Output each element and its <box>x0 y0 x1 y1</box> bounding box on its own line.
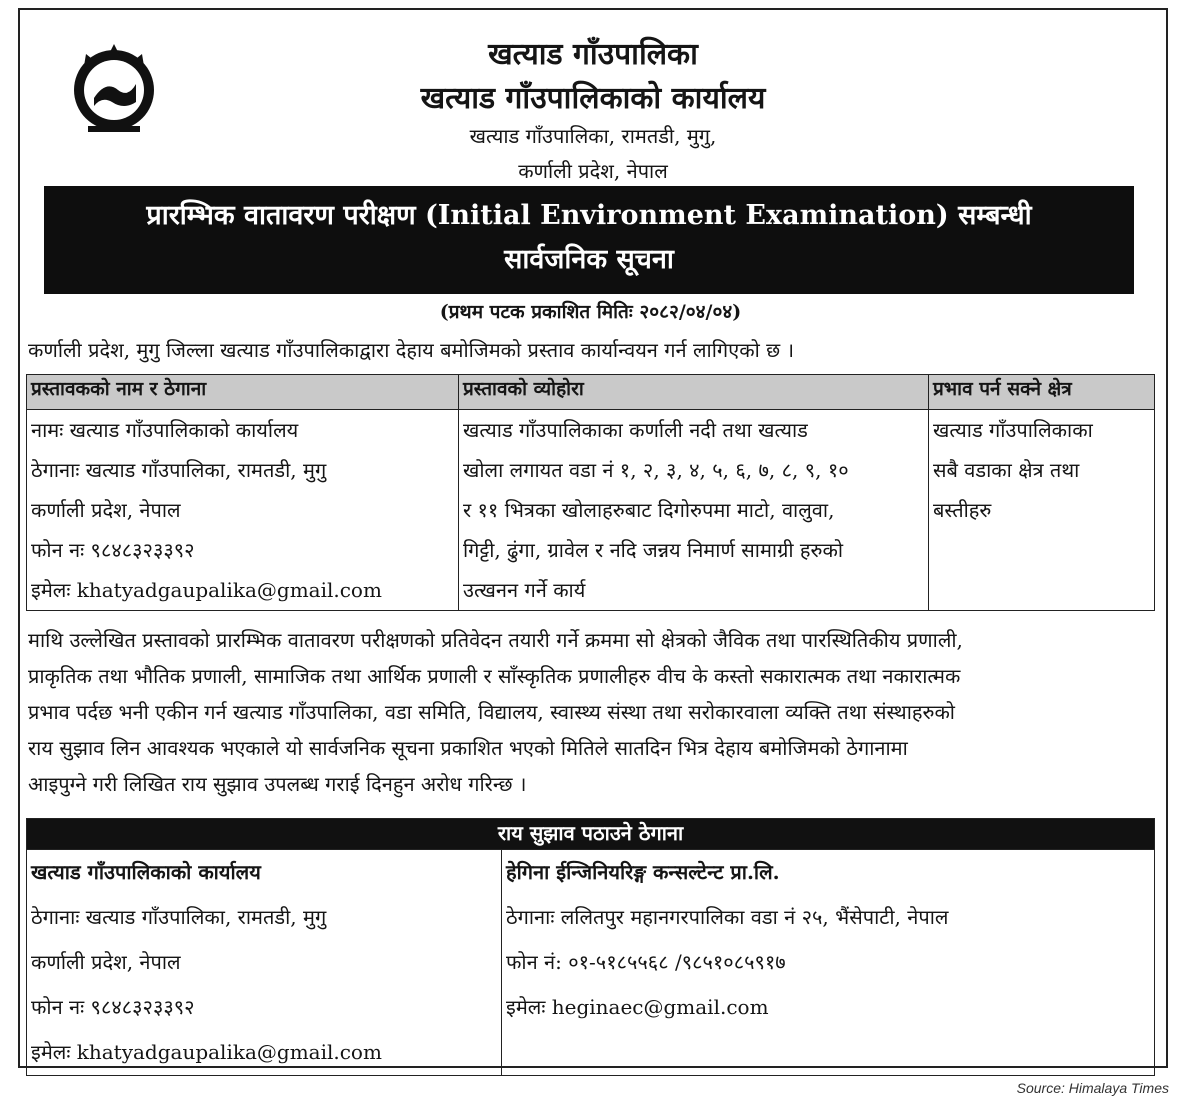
proposer-cell <box>27 410 459 611</box>
table-row <box>27 850 1155 1076</box>
paragraph-line: माथि उल्लेखित प्रस्तावको प्रारम्भिक वातावरण परीक्षणको प्रतिवेदन तयारी गर्ने क्रममा सो क्षेत्रको जैविक तथा पारस्थितिकीय प्रणाली, <box>28 628 963 652</box>
notice-banner <box>44 186 1134 294</box>
contact-right-phone: फोन नं: ०१-५१८५५६८ /९८५१०८५९१७ <box>506 950 786 974</box>
banner-title-line2: सार्वजनिक सूचना <box>504 244 674 275</box>
contact-header-row <box>27 819 1155 850</box>
area-line: बस्तीहरु <box>933 498 992 522</box>
contact-left-address: ठेगानाः खत्याड गाँउपालिका, रामतडी, मुगु <box>31 905 327 929</box>
description-line: उत्खनन गर्ने कार्य <box>463 578 586 602</box>
col-area-header: प्रभाव पर्न सक्ने क्षेत्र <box>929 375 1155 410</box>
contact-right-address: ठेगानाः ललितपुर महानगरपालिका वडा नं २५, भैंसेपाटी, नेपाल <box>506 905 949 929</box>
proposer-phone: फोन नः ९८४८३२३३९२ <box>31 538 195 562</box>
paragraph-line: राय सुझाव लिन आवश्यक भएकाले यो सार्वजनिक सूचना प्रकाशित भएको मितिले सातदिन भित्र देहाय बमोजिमको ठेगानामा <box>28 736 908 760</box>
proposer-address: ठेगानाः खत्याड गाँउपालिका, रामतडी, मुगु <box>31 458 327 482</box>
description-cell <box>459 410 929 611</box>
area-line: खत्याड गाँउपालिकाका <box>933 418 1093 442</box>
contact-left-name: खत्याड गाँउपालिकाको कार्यालय <box>31 860 261 884</box>
contact-left-province: कर्णाली प्रदेश, नेपाल <box>31 950 181 974</box>
col-proposer-header: प्रस्तावकको नाम र ठेगाना <box>27 375 459 410</box>
intro-text: कर्णाली प्रदेश, मुगु जिल्ला खत्याड गाँउपालिकाद्वारा देहाय बमोजिमको प्रस्ताव कार्यान्वयन गर्न लागिएको छ । <box>28 338 795 362</box>
proposal-table <box>26 374 1155 611</box>
contact-left-phone: फोन नः ९८४८३२३३९२ <box>31 995 195 1019</box>
contact-left-email: इमेलः khatyadgaupalika@gmail.com <box>31 1040 382 1064</box>
publish-date: (प्रथम पटक प्रकाशित मितिः २०८२/०४/०४) <box>439 301 742 323</box>
description-line: खत्याड गाँउपालिकाका कर्णाली नदी तथा खत्याड <box>463 418 808 442</box>
proposer-name: नामः खत्याड गाँउपालिकाको कार्यालय <box>31 418 299 442</box>
contact-right-name: हेगिना ईन्जिनियरिङ्ग कन्सल्टेन्ट प्रा.लि. <box>506 860 780 884</box>
area-line: सबै वडाका क्षेत्र तथा <box>933 458 1080 482</box>
proposer-email: इमेलः khatyadgaupalika@gmail.com <box>31 578 382 602</box>
contact-heading: राय सुझाव पठाउने ठेगाना <box>27 819 1155 850</box>
paragraph-line: प्राकृतिक तथा भौतिक प्रणाली, सामाजिक तथा आर्थिक प्रणाली र साँस्कृतिक प्रणालीहरु वीच के कस्तो सकारात्मक तथा नकारात्मक <box>28 664 961 688</box>
table-row <box>27 410 1155 611</box>
contact-left-cell <box>27 850 502 1076</box>
office-name: खत्याड गाँउपालिका <box>488 37 698 72</box>
office-address: खत्याड गाँउपालिका, रामतडी, मुगु, <box>469 124 717 148</box>
description-line: र ११ भित्रका खोलाहरुबाट दिगोरुपमा माटो, वालुवा, <box>463 498 835 522</box>
description-line: खोला लगायत वडा नं १, २, ३, ४, ५, ६, ७, ८, ९, १० <box>463 458 849 482</box>
office-title: खत्याड गाँउपालिकाको कार्यालय <box>420 81 766 116</box>
contact-table <box>26 818 1155 1076</box>
affected-area-cell <box>929 410 1155 611</box>
office-province: कर्णाली प्रदेश, नेपाल <box>518 159 668 183</box>
contact-right-cell <box>502 850 1155 1076</box>
table-header-row <box>27 375 1155 410</box>
source-credit: Source: Himalaya Times <box>1016 1080 1169 1096</box>
banner-title-line1: प्रारम्भिक वातावरण परीक्षण (Initial Environment Examination) सम्बन्धी <box>146 200 1032 231</box>
paragraph-line: आइपुग्ने गरी लिखित राय सुझाव उपलब्ध गराई दिनहुन अरोध गरिन्छ । <box>28 772 527 796</box>
col-description-header: प्रस्तावको व्योहोरा <box>459 375 929 410</box>
description-line: गिट्टी, ढुंगा, ग्रावेल र नदि जन्नय निमार्ण सामाग्री हरुको <box>463 538 844 562</box>
contact-right-email: इमेलः heginaec@gmail.com <box>506 995 769 1019</box>
paragraph-line: प्रभाव पर्दछ भनी एकीन गर्न खत्याड गाँउपालिका, वडा समिति, विद्यालय, स्वास्थ्य संस्था तथा सरोकारवाला व्यक्ति तथा संस्थाहरुको <box>28 700 955 724</box>
body-paragraph <box>28 622 1158 802</box>
proposer-province: कर्णाली प्रदेश, नेपाल <box>31 498 181 522</box>
